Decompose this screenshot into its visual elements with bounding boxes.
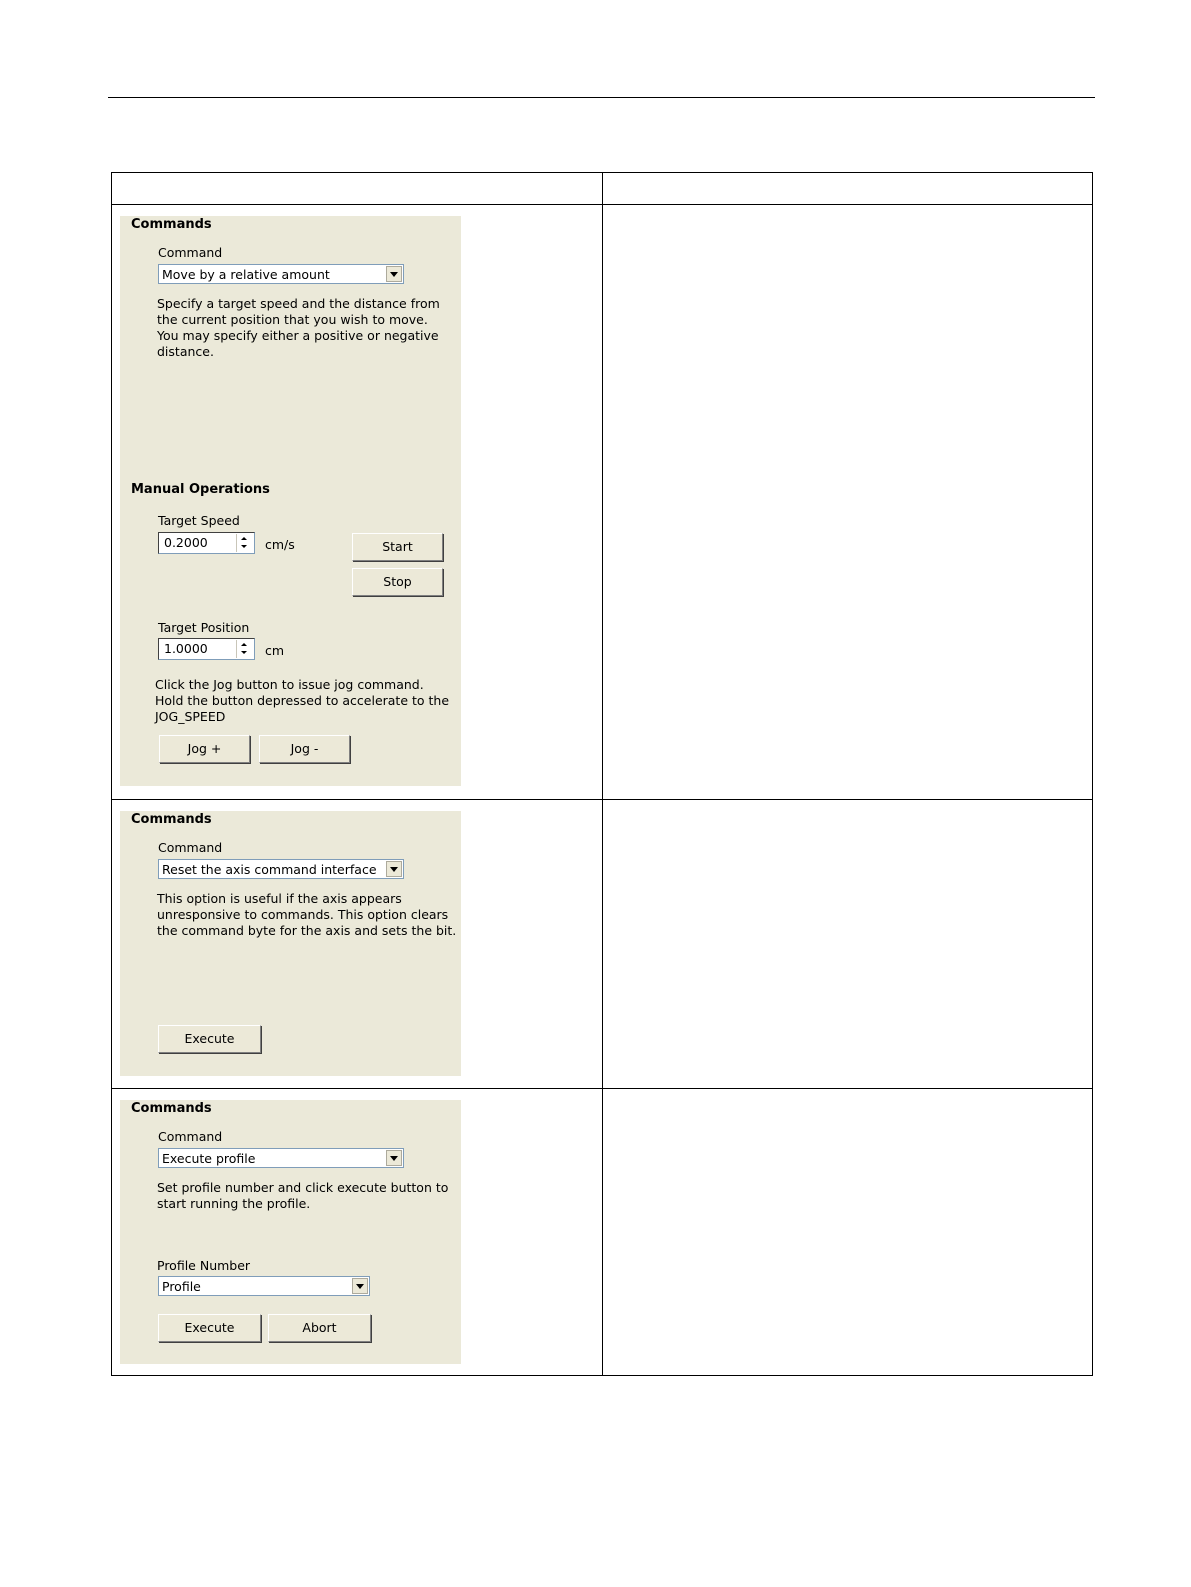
target-position-unit: cm [265,643,285,658]
header-row-divider [112,204,1092,205]
manual-operations-title: Manual Operations [131,482,270,497]
target-speed-unit: cm/s [265,537,295,552]
target-position-value: 1.0000 [164,641,208,656]
column-divider [602,173,603,1375]
target-speed-spinner[interactable] [158,532,255,554]
command-select-value: Move by a relative amount [162,267,330,282]
commands-panel-move-relative [120,216,461,786]
command-select-value: Execute profile [162,1151,256,1166]
row-divider [112,1088,1092,1089]
execute-button[interactable]: Execute [158,1314,261,1342]
command-label: Command [158,840,223,855]
start-button[interactable]: Start [352,533,443,561]
profile-number-select[interactable] [158,1276,370,1296]
command-description: Specify a target speed and the distance from the current position that you wish to move. You may specify either a positive or negative distance. [157,296,440,359]
jog-description: Click the Jog button to issue jog command. Hold the button depressed to accelerate to the JOG_SPEED [155,677,450,724]
commands-title: Commands [131,1101,212,1116]
command-select-value: Reset the axis command interface [162,862,377,877]
command-label: Command [158,1129,223,1144]
chevron-down-icon[interactable] [352,1278,368,1294]
profile-number-label: Profile Number [157,1258,251,1273]
command-label: Command [158,245,223,260]
row-divider [112,799,1092,800]
chevron-down-icon[interactable] [386,861,402,877]
abort-button[interactable]: Abort [268,1314,371,1342]
target-speed-label: Target Speed [158,513,240,528]
command-select[interactable] [158,264,404,284]
chevron-down-icon[interactable] [386,1150,402,1166]
command-description: This option is useful if the axis appears unresponsive to commands. This option clears the command byte for the axis and sets the bit. [157,891,457,938]
commands-title: Commands [131,217,212,232]
command-select[interactable] [158,859,404,879]
target-position-label: Target Position [158,620,250,635]
commands-panel-reset [120,811,461,1076]
target-position-spinner[interactable] [158,638,255,660]
command-select[interactable] [158,1148,404,1168]
command-description: Set profile number and click execute button to start running the profile. [157,1180,449,1211]
header-rule [108,97,1095,98]
commands-panel-execute-profile [120,1100,461,1364]
jog-plus-button[interactable]: Jog + [159,735,250,763]
chevron-down-icon[interactable] [386,266,402,282]
spin-arrows-icon[interactable] [236,640,253,658]
stop-button[interactable]: Stop [352,568,443,596]
target-speed-value: 0.2000 [164,535,208,550]
execute-button[interactable]: Execute [158,1025,261,1053]
document-table [111,172,1093,1376]
spin-arrows-icon[interactable] [236,534,253,552]
jog-minus-button[interactable]: Jog - [259,735,350,763]
profile-select-value: Profile [162,1279,201,1294]
commands-title: Commands [131,812,212,827]
